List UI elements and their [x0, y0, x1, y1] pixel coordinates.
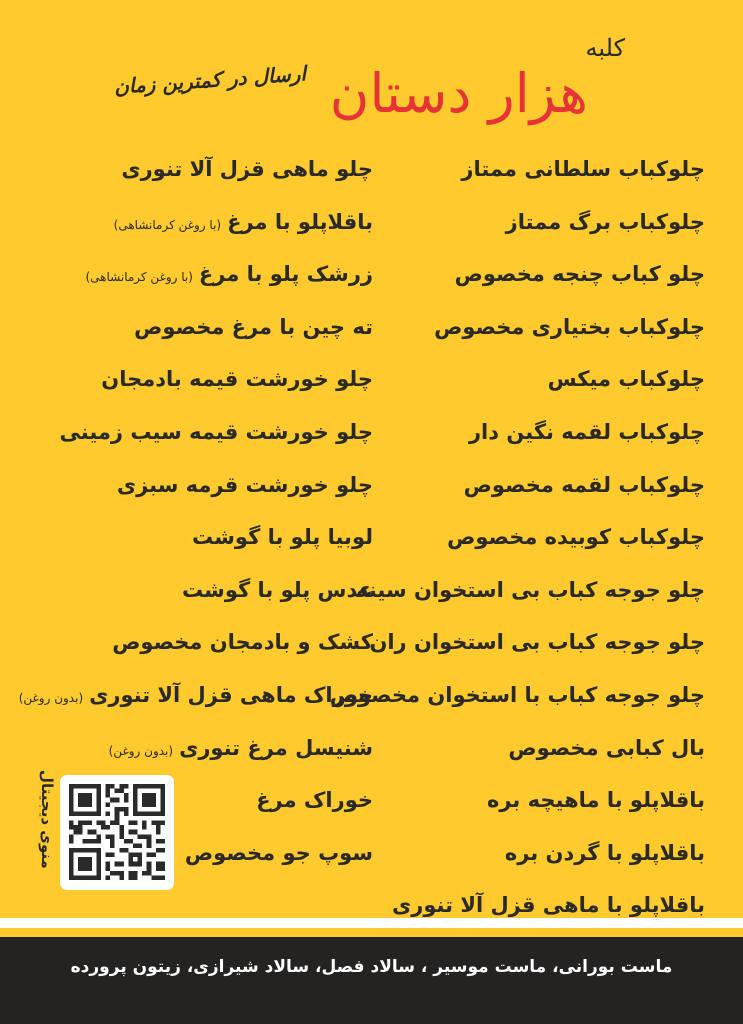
menu-column-left	[18, 143, 373, 879]
menu-item-name: سوپ جو مخصوص	[184, 840, 373, 865]
delivery-tagline: ارسال در کمترین زمان	[113, 61, 307, 99]
menu-item	[33, 511, 373, 564]
menu-item-name: کشک و بادمجان مخصوص	[112, 630, 373, 655]
menu-item	[33, 616, 373, 669]
menu-item-name: چلو خورشت قیمه سیب زمینی	[59, 419, 373, 444]
menu-item-name: چلوکباب کوبیده مخصوص	[447, 525, 705, 550]
qr-code[interactable]	[60, 775, 174, 890]
side-dishes-text: ماست بورانی، ماست موسیر ، سالاد فصل، سالاد شیرازی، زیتون پرورده	[70, 957, 673, 977]
menu-item	[365, 616, 705, 669]
menu-item-name: خوراک ماهی قزل آلا تنوری	[89, 682, 373, 707]
menu-item	[365, 406, 705, 459]
menu-item-name: باقلاپلو با ماهی قزل آلا تنوری	[392, 893, 705, 918]
footer-band	[0, 937, 743, 1024]
menu-item	[365, 827, 705, 880]
menu-item	[18, 669, 373, 722]
menu-item	[33, 196, 373, 249]
menu-item	[365, 353, 705, 406]
menu-item	[365, 248, 705, 301]
qr-code-icon	[69, 784, 165, 880]
menu-item	[33, 353, 373, 406]
brand-prefix: کلبه	[585, 34, 625, 62]
digital-menu-label: منوی دیجیتال	[38, 770, 56, 869]
menu-item	[33, 248, 373, 301]
menu-item-name: چلوکباب لقمه نگین دار	[468, 419, 705, 444]
menu-item-name: چلوکباب برگ ممتاز	[505, 209, 705, 234]
menu-item	[365, 722, 705, 775]
menu-item-name: چلو جوجه کباب بی استخوان ران	[369, 630, 705, 655]
menu-item-name: چلوکباب بختیاری مخصوص	[434, 314, 705, 339]
menu-item-name: ته چین با مرغ مخصوص	[134, 314, 373, 339]
menu-item-name: باقلاپلو با ماهیچه بره	[486, 788, 705, 813]
menu-item-name: بال کبابی مخصوص	[508, 735, 705, 760]
menu-item	[365, 774, 705, 827]
menu-item	[33, 301, 373, 354]
divider-stripe-yellow	[0, 928, 743, 937]
menu-item-name: شنیسل مرغ تنوری	[179, 735, 373, 760]
menu-item	[365, 459, 705, 512]
menu-item	[33, 406, 373, 459]
menu-item-name: باقلاپلو با گردن بره	[504, 840, 705, 865]
menu-item	[33, 143, 373, 196]
menu-item-name: چلو خورشت قیمه بادمجان	[101, 367, 373, 392]
menu-item-name: چلوکباب میکس	[547, 367, 705, 392]
menu-item-name: چلو خورشت قرمه سبزی	[116, 472, 373, 497]
menu-column-right	[329, 143, 705, 932]
menu-item	[356, 564, 705, 617]
menu-item-name: لوبیا پلو با گوشت	[192, 525, 373, 550]
menu-item-name: چلو جوجه کباب با استخوان مخصوص	[329, 682, 705, 707]
menu-item	[365, 196, 705, 249]
menu-item	[329, 669, 705, 722]
menu-item-name: چلوکباب لقمه مخصوص	[463, 472, 705, 497]
brand-name: هزار دستان	[329, 62, 588, 125]
menu-item-note: (بدون روغن)	[108, 743, 174, 758]
menu-item-name: باقلاپلو با مرغ	[227, 209, 373, 234]
menu-item-name: چلو کباب چنجه مخصوص	[454, 262, 705, 287]
menu-item-name: چلو ماهی قزل آلا تنوری	[121, 157, 373, 181]
menu-item-note: (بدون روغن)	[18, 690, 84, 705]
menu-item-name: چلو جوجه کباب بی استخوان سینه	[356, 577, 705, 602]
menu-item-note: (با روغن کرمانشاهی)	[85, 270, 193, 285]
menu-item-name: عدس پلو با گوشت	[181, 577, 373, 602]
menu-item-note: (با روغن کرمانشاهی)	[113, 217, 222, 232]
menu-item	[365, 511, 705, 564]
menu-item	[33, 722, 373, 775]
divider-stripe-white	[0, 918, 743, 928]
menu-item	[365, 301, 705, 354]
menu-item-name: چلوکباب سلطانی ممتاز	[461, 157, 705, 181]
menu-item-name: خوراک مرغ	[256, 788, 373, 813]
menu-item	[33, 564, 373, 617]
menu-item	[365, 143, 705, 196]
menu-item-name: زرشک پلو با مرغ	[198, 262, 373, 287]
menu-item	[33, 459, 373, 512]
